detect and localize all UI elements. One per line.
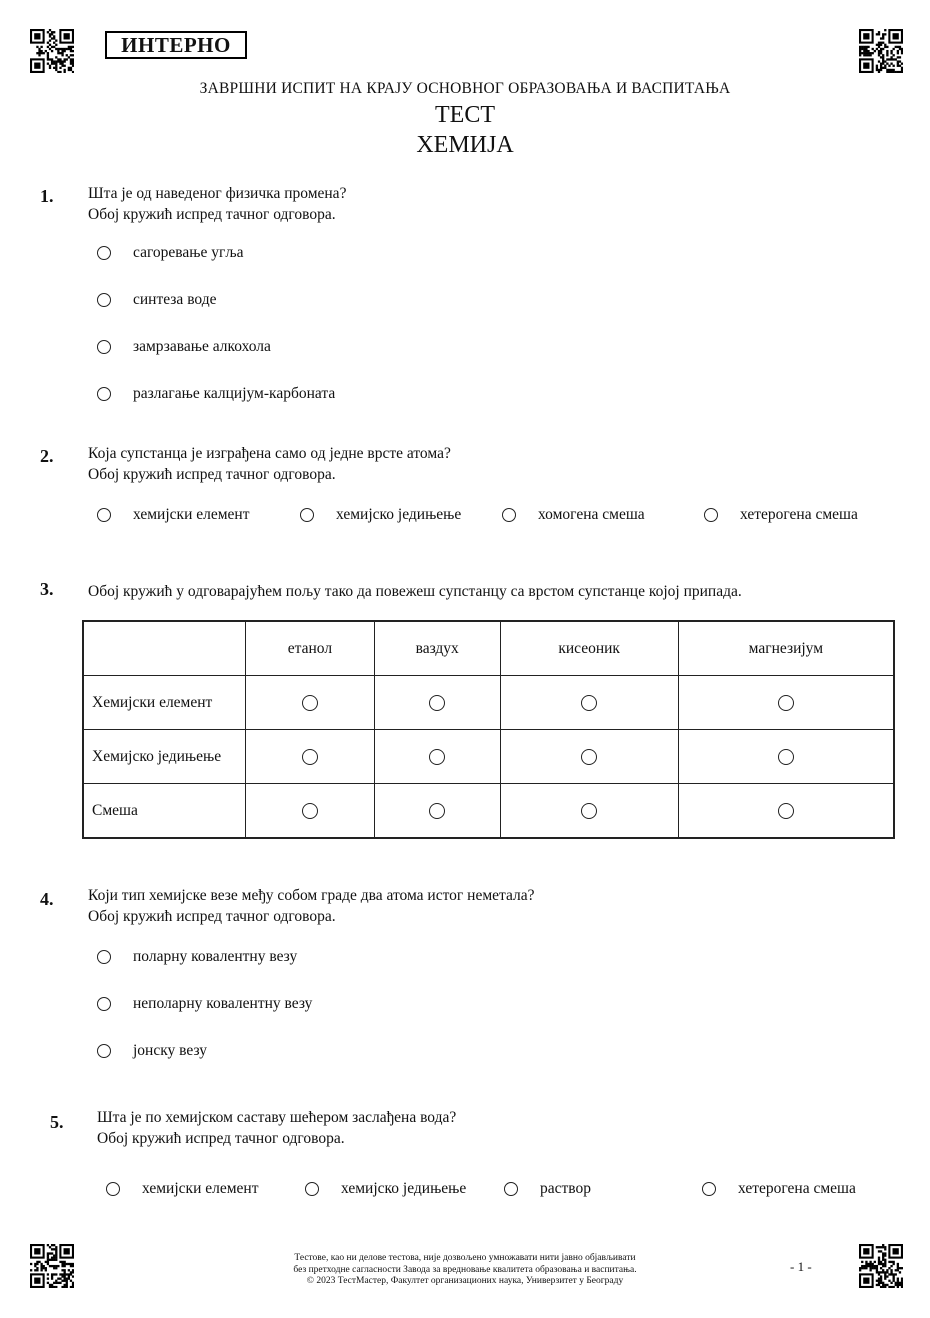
table-corner-cell [83, 621, 246, 676]
subject-title: ХЕМИЈА [416, 132, 514, 158]
table-cell[interactable] [678, 730, 894, 784]
radio-circle[interactable] [429, 803, 445, 819]
radio-circle[interactable] [97, 293, 111, 307]
radio-circle[interactable] [97, 950, 111, 964]
qr-pattern [30, 1244, 74, 1288]
radio-circle[interactable] [778, 695, 794, 711]
question-3-text: Обој кружић у одговарајућем пољу тако да повежеш супстанцу са врстом супстанце којој припада. [88, 583, 742, 600]
q2-option-2[interactable] [300, 506, 461, 524]
option-label: неполарну ковалентну везу [133, 995, 313, 1012]
option-label: хемијски елемент [133, 506, 250, 523]
radio-circle[interactable] [302, 695, 318, 711]
radio-circle[interactable] [778, 803, 794, 819]
footer-line: © 2023 ТестМастер, Факултет организационих наука, Универзитет у Београду [306, 1276, 624, 1286]
option-label: раствор [540, 1180, 591, 1197]
row-label: Смеша [83, 784, 246, 839]
column-header: магнезијум [678, 621, 894, 676]
footer-line: Тестове, као ни делове тестова, није дозвољено умножавати нити јавно објављивати [294, 1253, 636, 1263]
matching-table [82, 620, 895, 839]
radio-circle[interactable] [581, 749, 597, 765]
table-cell[interactable] [678, 784, 894, 839]
page-number: - 1 - [790, 1259, 812, 1274]
table-cell[interactable] [500, 676, 678, 730]
table-cell[interactable] [374, 730, 500, 784]
question-2-number: 2. [40, 446, 54, 466]
radio-circle[interactable] [581, 803, 597, 819]
radio-circle[interactable] [504, 1182, 518, 1196]
qr-pattern [30, 29, 74, 73]
radio-circle[interactable] [429, 695, 445, 711]
internal-stamp: ИНТЕРНО [105, 31, 247, 59]
option-label: хетерогена смеша [738, 1180, 856, 1197]
qr-code-bottom-left [30, 1244, 74, 1288]
q2-option-1[interactable] [97, 506, 250, 524]
question-5-instruction: Обој кружић испред тачног одговора. [97, 1130, 345, 1147]
question-4-text: Који тип хемијске везе међу собом граде два атома истог неметала? [88, 887, 535, 904]
option-label: сагоревање угља [133, 244, 244, 261]
option-label: замрзавање алкохола [133, 338, 271, 355]
q5-option-2[interactable] [305, 1180, 466, 1198]
table-cell[interactable] [374, 784, 500, 839]
question-2-text: Која супстанца је изграђена само од једне врсте атома? [88, 445, 451, 462]
table-cell[interactable] [374, 676, 500, 730]
question-5-number: 5. [50, 1112, 64, 1132]
row-label: Хемијски елемент [83, 676, 246, 730]
q4-option-3[interactable] [97, 1042, 207, 1060]
radio-circle[interactable] [778, 749, 794, 765]
table-cell[interactable] [500, 730, 678, 784]
column-header: ваздух [374, 621, 500, 676]
copyright-footer [240, 1253, 690, 1288]
q5-option-3[interactable] [504, 1180, 591, 1198]
radio-circle[interactable] [97, 997, 111, 1011]
q2-option-4[interactable] [704, 506, 858, 524]
table-cell[interactable] [246, 784, 375, 839]
qr-code-bottom-right [859, 1244, 903, 1288]
row-label: Хемијско једињење [83, 730, 246, 784]
radio-circle[interactable] [97, 246, 111, 260]
table-row [83, 676, 894, 730]
table-row [83, 730, 894, 784]
radio-circle[interactable] [97, 508, 111, 522]
radio-circle[interactable] [97, 340, 111, 354]
option-label: поларну ковалентну везу [133, 948, 298, 965]
table-cell[interactable] [246, 730, 375, 784]
radio-circle[interactable] [502, 508, 516, 522]
column-header: етанол [246, 621, 375, 676]
table-cell[interactable] [246, 676, 375, 730]
option-label: хемијско једињење [341, 1180, 467, 1197]
question-3-number: 3. [40, 579, 54, 599]
table-row [83, 784, 894, 839]
option-label: хетерогена смеша [740, 506, 858, 523]
exam-title: ЗАВРШНИ ИСПИТ НА КРАЈУ ОСНОВНОГ ОБРАЗОВАЊА И ВАСПИТАЊА [199, 80, 731, 97]
q4-option-2[interactable] [97, 995, 312, 1013]
radio-circle[interactable] [581, 695, 597, 711]
radio-circle[interactable] [97, 1044, 111, 1058]
column-header: кисеоник [500, 621, 678, 676]
q1-option-3[interactable] [97, 338, 271, 356]
q5-option-4[interactable] [702, 1180, 856, 1198]
q5-option-1[interactable] [106, 1180, 259, 1198]
test-label: ТЕСТ [435, 102, 495, 128]
qr-pattern [859, 29, 903, 73]
q1-option-1[interactable] [97, 244, 244, 262]
qr-pattern [859, 1244, 903, 1288]
question-2-instruction: Обој кружић испред тачног одговора. [88, 466, 336, 483]
option-label: јонску везу [133, 1042, 208, 1059]
question-1-number: 1. [40, 186, 54, 206]
q4-option-1[interactable] [97, 948, 297, 966]
table-cell[interactable] [500, 784, 678, 839]
radio-circle[interactable] [305, 1182, 319, 1196]
radio-circle[interactable] [702, 1182, 716, 1196]
radio-circle[interactable] [302, 803, 318, 819]
qr-code-top-right [859, 29, 903, 73]
q1-option-4[interactable] [97, 385, 335, 403]
question-1-text: Шта је од наведеног физичка промена? [88, 185, 347, 202]
option-label: хемијско једињење [336, 506, 462, 523]
radio-circle[interactable] [106, 1182, 120, 1196]
question-5-text: Шта је по хемијском саставу шећером заслађена вода? [97, 1109, 457, 1126]
question-4-instruction: Обој кружић испред тачног одговора. [88, 908, 336, 925]
radio-circle[interactable] [97, 387, 111, 401]
option-label: хемијски елемент [142, 1180, 259, 1197]
radio-circle[interactable] [300, 508, 314, 522]
question-1-instruction: Обој кружић испред тачног одговора. [88, 206, 336, 223]
option-label: синтеза воде [133, 291, 217, 308]
question-4-number: 4. [40, 889, 54, 909]
radio-circle[interactable] [429, 749, 445, 765]
radio-circle[interactable] [704, 508, 718, 522]
footer-line: без претходне сагласности Завода за вредновање квалитета образовања и васпитања. [293, 1264, 637, 1275]
q1-option-2[interactable] [97, 291, 216, 309]
table-header-row [83, 621, 894, 676]
option-label: разлагање калцијум-карбоната [133, 385, 336, 402]
radio-circle[interactable] [302, 749, 318, 765]
qr-code-top-left [30, 29, 74, 73]
option-label: хомогена смеша [538, 506, 645, 523]
table-cell[interactable] [678, 676, 894, 730]
q2-option-3[interactable] [502, 506, 645, 524]
